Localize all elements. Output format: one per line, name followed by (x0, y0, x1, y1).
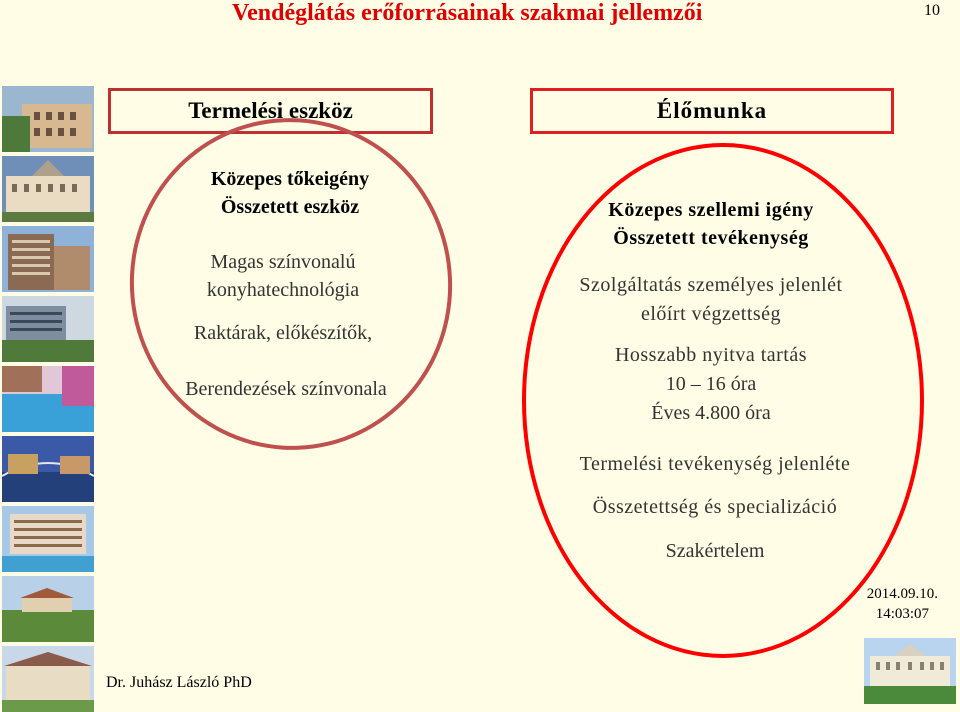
slide-title: Vendéglátás erőforrásainak szakmai jellemzői (232, 0, 703, 26)
right-line-4: 10 – 16 óra (665, 373, 757, 395)
bridge-night-photo (2, 436, 94, 502)
resort-building-photo (2, 296, 94, 362)
palace-hotel-photo (2, 156, 94, 222)
left-line-1: Magas színvonalú (210, 251, 356, 273)
left-header-box: Termelési eszköz (108, 88, 433, 134)
page-number: 10 (924, 2, 940, 19)
right-line-5: Éves 4.800 óra (651, 402, 771, 424)
palace-photo (864, 638, 956, 704)
right-line-3: Hosszabb nyitva tartás (614, 344, 808, 366)
right-bold-line-2: Összetett tevékenység (613, 227, 809, 249)
left-bold-line-2: Összetett eszköz (220, 196, 360, 218)
slide-time: 14:03:07 (875, 606, 930, 622)
hotel-building-photo (2, 86, 94, 152)
pool-photo (2, 366, 94, 432)
hotel-pool-photo (2, 506, 94, 572)
slide-author: Dr. Juhász László PhD (106, 674, 252, 691)
modern-hotel-photo (2, 226, 94, 292)
slide-datetime (867, 584, 938, 624)
right-line-7: Összetettség és specializáció (592, 496, 838, 518)
right-line-1: Szolgáltatás személyes jelenlét (579, 274, 843, 296)
manor-photo (2, 646, 94, 712)
right-header-box: Élőmunka (530, 88, 894, 134)
left-line-4: Berendezések színvonala (185, 378, 387, 400)
right-bold-line-1: Közepes szellemi igény (608, 199, 814, 221)
left-bold-line-1: Közepes tőkeigény (210, 168, 370, 190)
countryside-photo (2, 576, 94, 642)
left-line-3: Raktárak, előkészítők, (193, 322, 373, 344)
right-line-8: Szakértelem (665, 540, 765, 562)
right-line-6: Termelési tevékenység jelenléte (579, 453, 851, 475)
right-line-2: előírt végzettség (640, 303, 782, 325)
left-line-2: konyhatechnológia (206, 279, 360, 301)
slide-date: 2014.09.10. (866, 586, 938, 602)
